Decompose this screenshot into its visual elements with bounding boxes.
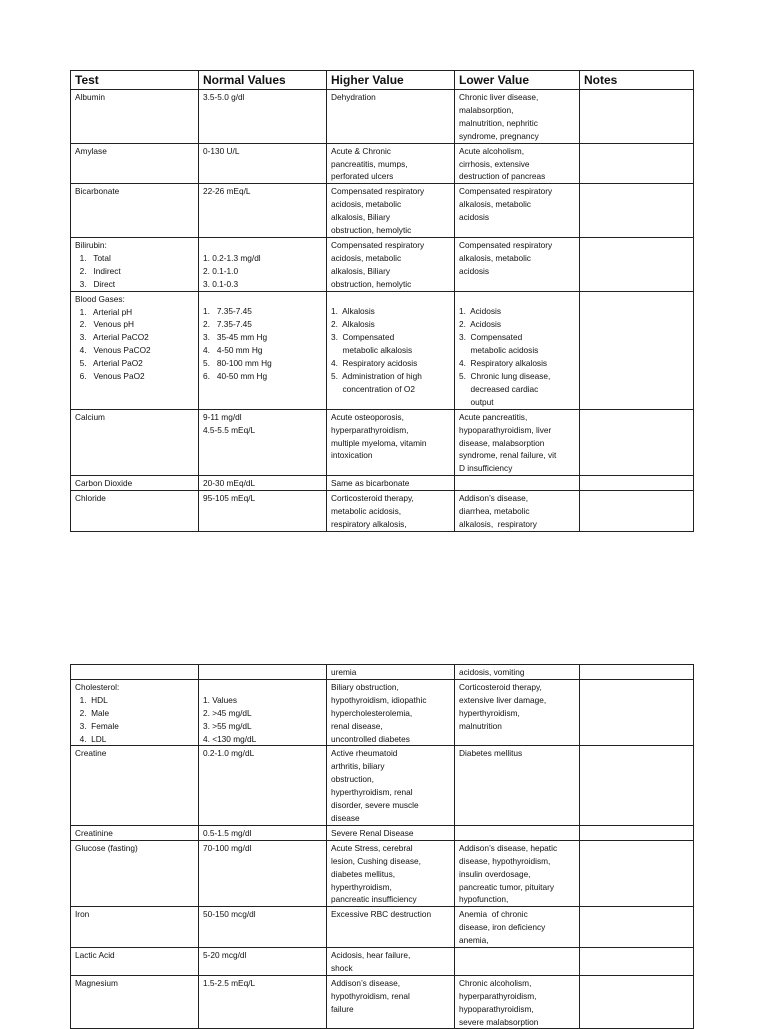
cell-notes <box>580 291 694 409</box>
cell-line: 1. Alkalosis <box>331 306 375 317</box>
table-row <box>71 476 694 491</box>
cell-line: hyperparathyroidism, <box>331 424 409 435</box>
cell-line: 3. Female <box>75 720 119 731</box>
cell-higher <box>327 90 455 144</box>
cell-line: Anemia of chronic <box>459 909 528 920</box>
cell-line: Acute osteoporosis, <box>331 411 404 422</box>
cell-normal <box>199 665 327 680</box>
cell-lower <box>455 491 580 532</box>
cell-normal <box>199 184 327 238</box>
cell-notes <box>580 679 694 746</box>
cell-line: Corticosteroid therapy, <box>331 493 414 504</box>
cell-line: hyperparathyroidism, <box>459 990 537 1001</box>
cell-higher <box>327 491 455 532</box>
cell-line: 22-26 mEq/L <box>203 186 251 197</box>
table-row <box>71 237 694 291</box>
cell-line: multiple myeloma, vitamin <box>331 437 427 448</box>
cell-line: 9-11 mg/dl <box>203 411 242 422</box>
cell-normal <box>199 840 327 907</box>
cell-line: 6. 40-50 mm Hg <box>203 371 268 382</box>
cell-line: 4.5-5.5 mEq/L <box>203 424 256 435</box>
cell-line: Compensated respiratory <box>331 239 425 250</box>
cell-line: pancreatitis, mumps, <box>331 158 408 169</box>
cell-line: disorder, severe muscle <box>331 800 419 811</box>
cell-notes <box>580 746 694 825</box>
cell-line: hypoparathyroidism, liver <box>459 424 552 435</box>
cell-line: Addison’s disease, hepatic <box>459 842 558 853</box>
table-row <box>71 665 694 680</box>
cell-line: Corticosteroid therapy, <box>459 681 542 692</box>
cell-line: 2. Venous pH <box>75 319 135 330</box>
cell-notes <box>580 840 694 907</box>
table-row <box>71 184 694 238</box>
cell-higher <box>327 948 455 976</box>
cell-line: Same as bicarbonate <box>331 478 410 489</box>
cell-line: Compensated respiratory <box>459 186 553 197</box>
cell-notes <box>580 665 694 680</box>
cell-line: Chloride <box>75 493 106 504</box>
cell-line: Biliary obstruction, <box>331 681 399 692</box>
cell-lower <box>455 476 580 491</box>
cell-lower <box>455 291 580 409</box>
cell-line: 4. Venous PaCO2 <box>75 345 151 356</box>
cell-line: acidosis <box>459 212 489 223</box>
table-row <box>71 679 694 746</box>
lab-values-table-page-2 <box>70 664 694 1029</box>
cell-higher <box>327 825 455 840</box>
cell-higher <box>327 476 455 491</box>
cell-line: alkalosis, metabolic <box>459 199 531 210</box>
cell-line: metabolic acidosis <box>459 345 539 356</box>
cell-lower <box>455 825 580 840</box>
cell-line: respiratory alkalosis, <box>331 518 407 529</box>
cell-line: 1. Arterial pH <box>75 306 133 317</box>
cell-line: metabolic acidosis, <box>331 506 402 517</box>
table-body <box>71 90 694 532</box>
cell-line: Diabetes mellitus <box>459 748 523 759</box>
cell-line: Blood Gases: <box>75 293 125 304</box>
cell-line: 3.5-5.0 g/dl <box>203 92 245 102</box>
cell-line: lesion, Cushing disease, <box>331 855 421 866</box>
cell-normal <box>199 825 327 840</box>
cell-test <box>71 143 199 184</box>
cell-line: Bilirubin: <box>75 239 107 250</box>
cell-test <box>71 665 199 680</box>
cell-line: 3. 0.1-0.3 <box>203 278 239 289</box>
cell-line: disease <box>331 812 360 823</box>
cell-notes <box>580 975 694 1029</box>
cell-line: alkalosis, respiratory <box>459 518 537 529</box>
cell-line: 3. Compensated <box>331 332 395 343</box>
lab-values-table-page-1 <box>70 70 694 532</box>
cell-normal <box>199 291 327 409</box>
cell-test <box>71 90 199 144</box>
cell-line: hypothyroidism, renal <box>331 990 410 1001</box>
cell-line: syndrome, pregnancy <box>459 130 539 141</box>
header-row <box>71 71 694 90</box>
cell-normal <box>199 237 327 291</box>
cell-line: extensive liver damage, <box>459 694 547 705</box>
table-body <box>71 665 694 1029</box>
cell-line: uremia <box>331 667 357 677</box>
table-row <box>71 291 694 409</box>
cell-line: shock <box>331 962 353 973</box>
cell-test <box>71 975 199 1029</box>
cell-test <box>71 907 199 948</box>
header-test: Test <box>71 71 199 90</box>
header-notes: Notes <box>580 71 694 90</box>
cell-line: diabetes mellitus, <box>331 868 396 879</box>
cell-line: arthritis, biliary <box>331 761 385 772</box>
cell-test <box>71 948 199 976</box>
cell-line: severe malabsorption <box>459 1016 539 1027</box>
cell-line: 95-105 mEq/L <box>203 493 256 504</box>
cell-higher <box>327 907 455 948</box>
header-higher-value: Higher Value <box>327 71 455 90</box>
cell-line: Glucose (fasting) <box>75 842 138 853</box>
cell-line: 4. <130 mg/dL <box>203 733 257 744</box>
cell-line: cirrhosis, extensive <box>459 158 530 169</box>
cell-line: 5. Arterial PaO2 <box>75 358 143 369</box>
table-row <box>71 491 694 532</box>
cell-notes <box>580 476 694 491</box>
cell-line: 70-100 mg/dl <box>203 842 252 853</box>
cell-line: anemia, <box>459 935 489 946</box>
cell-normal <box>199 143 327 184</box>
table-row <box>71 840 694 907</box>
cell-lower <box>455 679 580 746</box>
cell-line: Excessive RBC destruction <box>331 909 432 920</box>
cell-line: Chronic alcoholism, <box>459 977 532 988</box>
cell-line: Creatine <box>75 748 107 759</box>
cell-line: malnutrition, nephritic <box>459 117 538 128</box>
cell-line: obstruction, hemolytic <box>331 225 412 236</box>
cell-line: Acute Stress, cerebral <box>331 842 413 853</box>
cell-line: acidosis, metabolic <box>331 252 402 263</box>
cell-line: obstruction, <box>331 774 374 785</box>
table-row <box>71 825 694 840</box>
cell-line: 3. Compensated <box>459 332 523 343</box>
cell-line: 3. 35-45 mm Hg <box>203 332 268 343</box>
cell-line: 5-20 mcg/dl <box>203 950 247 961</box>
cell-higher <box>327 746 455 825</box>
cell-notes <box>580 237 694 291</box>
cell-normal <box>199 746 327 825</box>
cell-higher <box>327 665 455 680</box>
cell-line: 3. Direct <box>75 278 116 289</box>
cell-line <box>203 239 322 252</box>
cell-higher <box>327 409 455 476</box>
cell-notes <box>580 409 694 476</box>
cell-line <box>203 293 322 306</box>
cell-lower <box>455 948 580 976</box>
cell-line: Acidosis, hear failure, <box>331 950 411 961</box>
cell-notes <box>580 825 694 840</box>
cell-notes <box>580 907 694 948</box>
cell-line: Addison’s disease, <box>459 493 529 504</box>
cell-line: 3. >55 mg/dL <box>203 720 252 731</box>
cell-line: Addison’s disease, <box>331 977 401 988</box>
cell-line: 2. Male <box>75 707 110 718</box>
cell-line: acidosis, vomiting <box>459 667 525 677</box>
cell-higher <box>327 840 455 907</box>
cell-line: Acute pancreatitis, <box>459 411 528 422</box>
cell-test <box>71 746 199 825</box>
cell-line: hypofunction, <box>459 894 509 905</box>
cell-notes <box>580 184 694 238</box>
table-row <box>71 975 694 1029</box>
cell-line: hyperthyroidism, <box>331 881 392 892</box>
cell-higher <box>327 291 455 409</box>
cell-line: failure <box>331 1003 354 1014</box>
cell-line: Creatinine <box>75 827 113 838</box>
cell-higher <box>327 975 455 1029</box>
table-row <box>71 409 694 476</box>
cell-line <box>331 293 450 306</box>
cell-test <box>71 237 199 291</box>
cell-line: 0.2-1.0 mg/dL <box>203 748 255 759</box>
cell-test <box>71 840 199 907</box>
cell-normal <box>199 679 327 746</box>
cell-line: decreased cardiac <box>459 383 539 394</box>
header-lower-value: Lower Value <box>455 71 580 90</box>
cell-lower <box>455 907 580 948</box>
cell-line: perforated ulcers <box>331 171 394 182</box>
cell-line: alkalosis, metabolic <box>459 252 531 263</box>
cell-line: 0-130 U/L <box>203 145 240 156</box>
cell-line: alkalosis, Biliary <box>331 212 391 223</box>
cell-line: pancreatic insufficiency <box>331 894 417 905</box>
cell-lower <box>455 143 580 184</box>
cell-normal <box>199 491 327 532</box>
cell-lower <box>455 665 580 680</box>
cell-line: metabolic alkalosis <box>331 345 413 356</box>
cell-line: 1.5-2.5 mEq/L <box>203 977 256 988</box>
cell-line: hypercholesterolemia, <box>331 707 413 718</box>
cell-line: disease, malabsorption <box>459 437 545 448</box>
cell-line: Dehydration <box>331 92 376 102</box>
cell-line: malabsorption, <box>459 104 514 115</box>
cell-notes <box>580 948 694 976</box>
table-row <box>71 90 694 144</box>
cell-line: 4. Respiratory acidosis <box>331 358 418 369</box>
cell-line: destruction of pancreas <box>459 171 546 182</box>
cell-line: Cholesterol: <box>75 681 120 692</box>
cell-lower <box>455 746 580 825</box>
cell-test <box>71 409 199 476</box>
cell-line: Albumin <box>75 92 105 102</box>
cell-test <box>71 184 199 238</box>
cell-line: 2. Acidosis <box>459 319 501 330</box>
cell-line: 50-150 mcg/dl <box>203 909 256 920</box>
cell-line: Active rheumatoid <box>331 748 398 759</box>
cell-higher <box>327 237 455 291</box>
cell-line: 4. Respiratory alkalosis <box>459 358 548 369</box>
cell-line: Chronic liver disease, <box>459 92 539 102</box>
cell-higher <box>327 143 455 184</box>
cell-line: 5. 80-100 mm Hg <box>203 358 272 369</box>
cell-line: malnutrition <box>459 720 502 731</box>
cell-line: Lactic Acid <box>75 950 115 961</box>
cell-test <box>71 476 199 491</box>
cell-line: disease, iron deficiency <box>459 922 546 933</box>
cell-lower <box>455 975 580 1029</box>
cell-line: acidosis <box>459 265 489 276</box>
cell-line: 2. 7.35-7.45 <box>203 319 252 330</box>
cell-line: 1. Values <box>203 694 237 705</box>
cell-line: disease, hypothyroidism, <box>459 855 551 866</box>
cell-line: Compensated respiratory <box>459 239 553 250</box>
header-normal-values: Normal Values <box>199 71 327 90</box>
cell-line: hypoparathyroidism, <box>459 1003 534 1014</box>
table-row <box>71 143 694 184</box>
cell-higher <box>327 679 455 746</box>
cell-line <box>203 681 322 694</box>
cell-normal <box>199 409 327 476</box>
cell-line: Iron <box>75 909 90 920</box>
cell-lower <box>455 237 580 291</box>
cell-line: Severe Renal Disease <box>331 827 414 838</box>
table-row <box>71 746 694 825</box>
cell-line: 2. 0.1-1.0 <box>203 265 239 276</box>
cell-line: output <box>459 396 494 407</box>
cell-line: D insufficiency <box>459 463 513 474</box>
cell-line: Acute alcoholism, <box>459 145 525 156</box>
cell-line: diarrhea, metabolic <box>459 506 530 517</box>
cell-line: insulin overdosage, <box>459 868 531 879</box>
cell-line: 4. 4-50 mm Hg <box>203 345 263 356</box>
cell-line: uncontrolled diabetes <box>331 733 410 744</box>
cell-lower <box>455 184 580 238</box>
cell-line: hyperthyroidism, renal <box>331 787 413 798</box>
cell-notes <box>580 90 694 144</box>
cell-lower <box>455 90 580 144</box>
cell-line: alkalosis, Biliary <box>331 265 391 276</box>
cell-line: Compensated respiratory <box>331 186 425 197</box>
cell-line: 6. Venous PaO2 <box>75 371 145 382</box>
cell-line: 5. Chronic lung disease, <box>459 371 551 382</box>
cell-normal <box>199 90 327 144</box>
cell-test <box>71 291 199 409</box>
cell-line: acidosis, metabolic <box>331 199 402 210</box>
cell-line: 4. LDL <box>75 733 107 744</box>
cell-line: renal disease, <box>331 720 383 731</box>
cell-higher <box>327 184 455 238</box>
cell-line: 2. Indirect <box>75 265 121 276</box>
cell-line: 1. Total <box>75 252 111 263</box>
table-row <box>71 948 694 976</box>
cell-normal <box>199 476 327 491</box>
cell-line: 2. Alkalosis <box>331 319 375 330</box>
cell-line: Magnesium <box>75 977 118 988</box>
cell-line: Bicarbonate <box>75 186 120 197</box>
cell-normal <box>199 907 327 948</box>
cell-line: 20-30 mEq/dL <box>203 478 256 489</box>
cell-line: concentration of O2 <box>331 383 415 394</box>
cell-line: 1. 7.35-7.45 <box>203 306 252 317</box>
table-row <box>71 907 694 948</box>
cell-line: intoxication <box>331 450 373 461</box>
cell-line: 5. Administration of high <box>331 371 422 382</box>
cell-line: obstruction, hemolytic <box>331 278 412 289</box>
cell-line <box>459 293 575 306</box>
cell-line: syndrome, renal failure, vit <box>459 450 557 461</box>
cell-normal <box>199 975 327 1029</box>
cell-notes <box>580 143 694 184</box>
cell-normal <box>199 948 327 976</box>
cell-line: 0.5-1.5 mg/dl <box>203 827 252 838</box>
cell-test <box>71 679 199 746</box>
cell-test <box>71 491 199 532</box>
cell-lower <box>455 409 580 476</box>
cell-line: Carbon Dioxide <box>75 478 133 489</box>
cell-line: Amylase <box>75 145 107 156</box>
cell-line: hyperthyroidism, <box>459 707 520 718</box>
cell-line: 3. Arterial PaCO2 <box>75 332 149 343</box>
cell-line: 2. >45 mg/dL <box>203 707 252 718</box>
cell-line: Acute & Chronic <box>331 145 391 156</box>
cell-line: 1. HDL <box>75 694 108 705</box>
cell-lower <box>455 840 580 907</box>
cell-line: pancreatic tumor, pituitary <box>459 881 554 892</box>
cell-line: hypothyroidism, idiopathic <box>331 694 427 705</box>
cell-test <box>71 825 199 840</box>
cell-line: 1. 0.2-1.3 mg/dl <box>203 252 261 263</box>
cell-line: Calcium <box>75 411 105 422</box>
cell-line: 1. Acidosis <box>459 306 501 317</box>
cell-notes <box>580 491 694 532</box>
